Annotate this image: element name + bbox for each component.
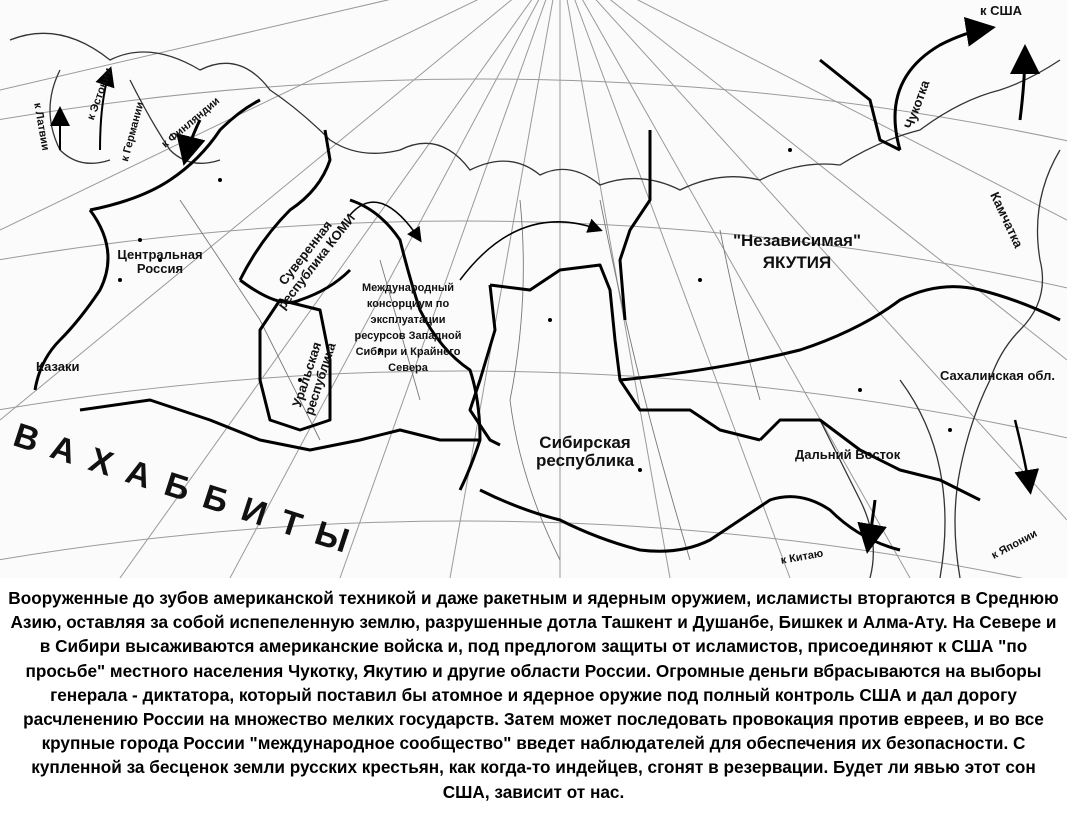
label-far-east: Дальний Восток (795, 447, 901, 462)
label-to-usa: к США (980, 3, 1022, 18)
label-yakutia-line1: "Независимая" (732, 231, 862, 250)
label-sakhalin: Сахалинская обл. (939, 368, 1056, 383)
label-consortium: Международный консорциум по эксплуатации ресурсов Западной Сибири и Крайнего Севера (354, 282, 462, 374)
label-central-russia: Центральная Россия (117, 247, 203, 276)
caption (0, 578, 1067, 833)
label-latvia: к Латвии (31, 101, 52, 152)
label-kazaki: Казаки (36, 359, 80, 374)
label-ural: Уральская республика (289, 340, 339, 417)
label-wahhabis: ВАХАББИТЫ (8, 416, 369, 566)
caption-text: Вооруженные до зубов американской техникой и даже ракетным и ядерным оружием, исламисты вторгаются в Среднюю Азию, оставляя за собой испепеленную землю, разрушенные дотла Ташкент и Душанбе, Бишкек и Алма-Ату. На Севере и в Сибири высаживаются американские войска и, под предлогом защиты от исламистов, присоединяют к США "по просьбе" местного населения Чукотку, Якутию и другие области России. Огромные деньги вбрасываются на выборы генерала - диктатора, который поставил бы атомное и ядерное оружие под полный контроль США и дал дорогу расчленению России на множество мелких государств. Затем может последовать провокация против евреев, и во все крупные города России "международное сообщество" введет наблюдателей для обеспечения их безопасности. С купленной за бесценок земли русских крестьян, как когда-то индейцев, сгонят в резервации. Будет ли явью этот сон США, зависит от нас. (8, 588, 1059, 802)
label-to-china: к Китаю (779, 547, 825, 567)
label-estonia: к Эстонии (85, 66, 116, 122)
label-kamchatka: Камчатка (987, 189, 1027, 251)
label-to-japan: к Японии (989, 527, 1040, 562)
label-komi: Суверенная республика КОМИ (274, 210, 358, 312)
label-finland: к Финляндии (159, 95, 223, 151)
label-siberia: Сибирская республика (535, 433, 635, 470)
label-yakutia-line2: ЯКУТИЯ (762, 253, 832, 272)
label-chukotka: Чукотка (901, 78, 933, 131)
label-germany: к Германии (119, 100, 147, 163)
